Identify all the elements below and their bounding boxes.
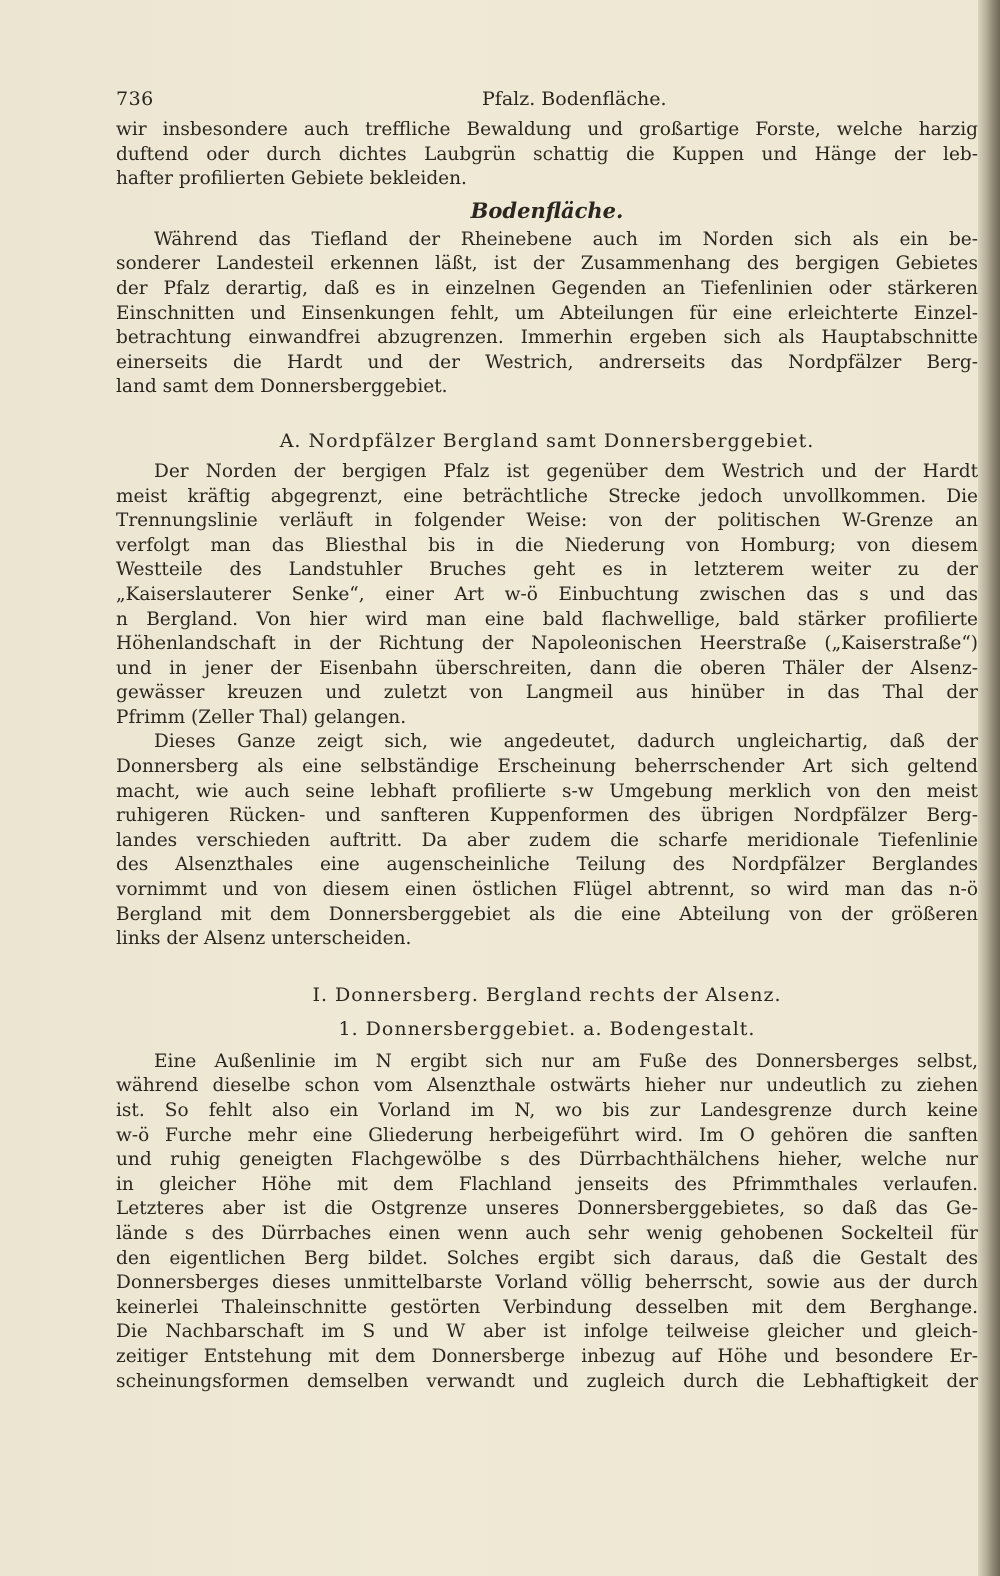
text-line: gewässer kreuzen und zuletzt von Langmeil aus hinüber in das Thal der bbox=[116, 682, 978, 704]
text-line: der Pfalz derartig, daß es in einzelnen Gegenden an Tiefenlinien oder stärkeren bbox=[116, 277, 978, 299]
section-title: Bodenfläche. bbox=[470, 197, 624, 223]
text-line: keinerlei Thaleinschnitte gestörten Verbindung desselben mit dem Berghange. bbox=[116, 1296, 978, 1318]
text-line: „Kaiserslauterer Senke“, einer Art w-ö Einbuchtung zwischen das s und das bbox=[116, 583, 978, 605]
text-line: Dieses Ganze zeigt sich, wie angedeutet, dadurch ungleichartig, daß der bbox=[154, 731, 978, 753]
text-line: scheinungsformen demselben verwandt und zugleich durch die Lebhaftigkeit der bbox=[116, 1370, 978, 1392]
text-line: land samt dem Donnersberggebiet. bbox=[116, 376, 448, 398]
text-line: Donnersberges dieses unmittelbarste Vorland völlig beherrscht, sowie aus der durch bbox=[116, 1272, 978, 1294]
text-line: landes verschieden auftritt. Da aber zudem die scharfe meridionale Tiefenlinie bbox=[116, 829, 978, 851]
text-line: den eigentlichen Berg bildet. Solches ergibt sich daraus, daß die Gestalt des bbox=[116, 1247, 978, 1269]
text-line: macht, wie auch seine lebhaft profilierte s-w Umgebung merklich von den meist bbox=[116, 780, 978, 802]
page-header bbox=[116, 84, 978, 118]
intro-paragraph bbox=[116, 118, 978, 192]
page-content bbox=[116, 84, 978, 1394]
text-line: und ruhig geneigten Flachgewölbe s des Dürrbachthälchens hieher, welche nur bbox=[116, 1149, 978, 1171]
text-line: Westteile des Landstuhler Bruches geht es in letzterem weiter zu der bbox=[116, 559, 978, 581]
text-line: Die Nachbarschaft im S und W aber ist infolge teilweise gleicher und gleich- bbox=[116, 1321, 978, 1343]
text-line: während dieselbe schon vom Alsenzthale ostwärts hieher nur undeutlich zu ziehen bbox=[116, 1075, 978, 1097]
text-line: Während das Tiefland der Rheinebene auch im Norden sich als ein be- bbox=[154, 228, 978, 250]
text-line: Letzteres aber ist die Ostgrenze unseres Donnersberggebietes, so daß das Ge- bbox=[116, 1198, 978, 1220]
text-line: meist kräftig abgegrenzt, eine beträchtliche Strecke jedoch unvollkommen. Die bbox=[116, 485, 978, 507]
text-line: Donnersberg als eine selbständige Erscheinung beherrschender Art sich geltend bbox=[116, 756, 978, 778]
page-number: 736 bbox=[116, 88, 154, 110]
heading-2: 1. Donnersberggebiet. a. Bodengestalt. bbox=[338, 1017, 756, 1040]
text-line: sonderer Landesteil erkennen läßt, ist der Zusammenhang des bergigen Gebietes bbox=[116, 253, 978, 275]
paragraph-aussenlinie bbox=[116, 1050, 978, 1394]
text-line: Höhenlandschaft in der Richtung der Napoleonischen Heerstraße („Kaiserstraße“) bbox=[116, 633, 978, 655]
running-title: Pfalz. Bodenfläche. bbox=[482, 88, 667, 110]
text-line: und in jener der Eisenbahn überschreiten, dann die oberen Thäler der Alsenz- bbox=[116, 657, 978, 679]
text-line: duftend oder durch dichtes Laubgrün schattig die Kuppen und Hänge der leb- bbox=[116, 143, 978, 165]
text-line: w-ö Furche mehr eine Gliederung herbeigeführt wird. Im O gehören die sanften bbox=[116, 1124, 978, 1146]
text-line: ruhigeren Rücken- und sanfteren Kuppenformen des übrigen Nordpfälzer Berg- bbox=[116, 805, 978, 827]
text-line: des Alsenzthales eine augenscheinliche Teilung des Nordpfälzer Berglandes bbox=[116, 854, 978, 876]
text-line: Bergland mit dem Donnersberggebiet als die eine Abteilung von der größeren bbox=[116, 903, 978, 925]
text-line: in gleicher Höhe mit dem Flachland jenseits des Pfrimmthales verlaufen. bbox=[116, 1173, 978, 1195]
paragraph-bodenflaeche bbox=[116, 228, 978, 400]
heading-1: I. Donnersberg. Bergland rechts der Alsenz. bbox=[312, 983, 782, 1006]
text-line: betrachtung einwandfrei abzugrenzen. Immerhin ergeben sich als Hauptabschnitte bbox=[116, 327, 978, 349]
text-line: lände s des Dürrbaches einen wenn auch sehr wenig gehobenen Sockelteil für bbox=[116, 1222, 978, 1244]
text-line: verfolgt man das Bliesthal bis in die Niederung von Homburg; von diesem bbox=[116, 534, 978, 556]
text-line: hafter profilierten Gebiete bekleiden. bbox=[116, 168, 467, 190]
text-line: wir insbesondere auch treffliche Bewaldung und großartige Forste, welche harzig bbox=[116, 119, 978, 140]
text-line: ist. So fehlt also ein Vorland im N, wo bis zur Landesgrenze durch keine bbox=[116, 1100, 978, 1121]
text-line: links der Alsenz unterscheiden. bbox=[116, 928, 412, 950]
text-line: Trennungslinie verläuft in folgender Weise: von der politischen W-Grenze an bbox=[116, 510, 978, 532]
paragraph-norden bbox=[116, 460, 978, 731]
text-line: Eine Außenlinie im N ergibt sich nur am Fuße des Donnersberges selbst, bbox=[154, 1050, 978, 1072]
text-line: Pfrimm (Zeller Thal) gelangen. bbox=[116, 706, 407, 728]
paragraph-ganzes bbox=[116, 730, 978, 951]
text-line: n Bergland. Von hier wird man eine bald flachwellige, bald stärker profilierte bbox=[116, 608, 978, 630]
text-line: einerseits die Hardt und der Westrich, andrerseits das Nordpfälzer Berg- bbox=[116, 351, 978, 373]
text-line: Einschnitten und Einsenkungen fehlt, um Abteilungen für eine erleichterte Einzel- bbox=[116, 302, 978, 324]
heading-a: A. Nordpfälzer Bergland samt Donnersberggebiet. bbox=[279, 429, 815, 452]
text-line: Der Norden der bergigen Pfalz ist gegenüber dem Westrich und der Hardt bbox=[154, 460, 978, 482]
text-line: vornimmt und von diesem einen östlichen Flügel abtrennt, so wird man das n-ö bbox=[116, 879, 978, 901]
page-edge-shadow bbox=[978, 0, 1000, 1576]
text-line: zeitiger Entstehung mit dem Donnersberge inbezug auf Höhe und besondere Er- bbox=[116, 1345, 978, 1367]
